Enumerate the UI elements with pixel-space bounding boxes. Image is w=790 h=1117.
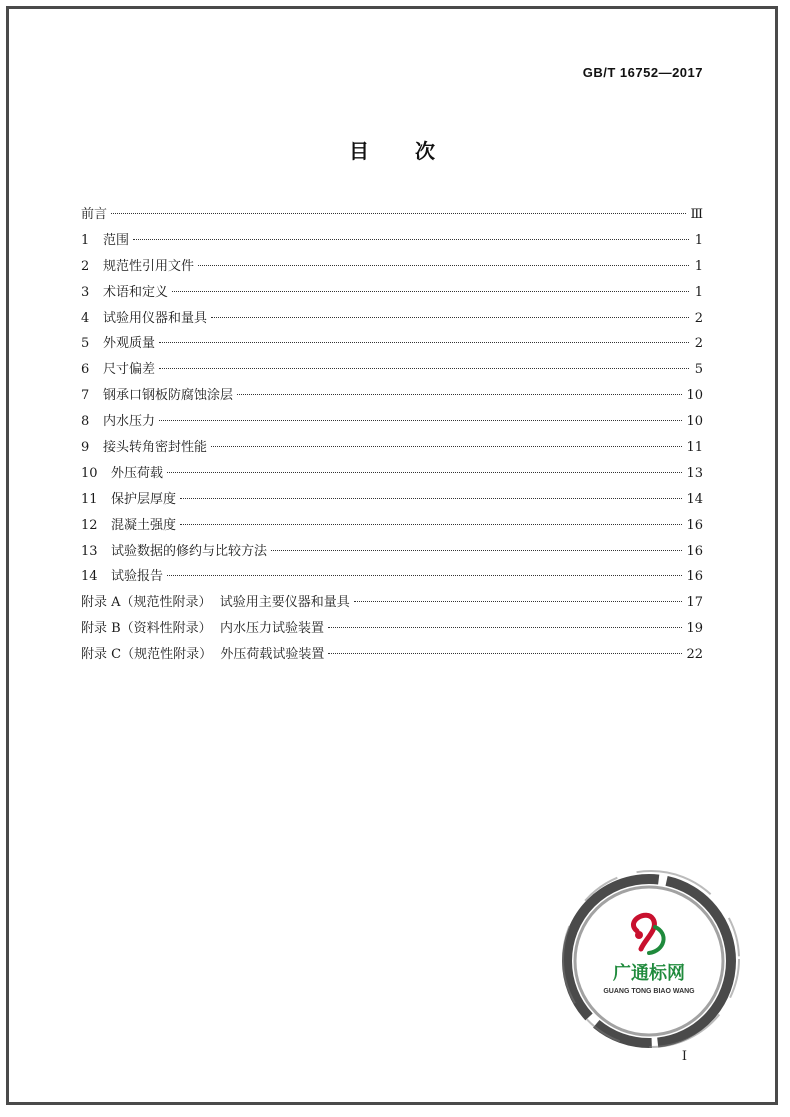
toc-leader-dots [271, 550, 682, 551]
toc-entry-page: 11 [686, 440, 703, 456]
toc-leader-dots [167, 472, 682, 473]
toc-entry[interactable] [81, 280, 703, 306]
toc-entry[interactable] [81, 228, 703, 254]
toc-entry-page: 1 [694, 232, 703, 248]
toc-entry-number: 9 [81, 440, 90, 456]
ink-circle-logo-icon [549, 861, 749, 1061]
watermark-name-cn: 广通标网 [613, 963, 685, 984]
toc-entry-number: 1 [81, 232, 90, 248]
toc-entry-label: 试验报告 [111, 569, 164, 585]
toc-leader-dots [211, 446, 682, 447]
toc-entry-page: 1 [694, 284, 703, 300]
toc-entry-number: 5 [81, 336, 90, 352]
toc-leader-dots [167, 575, 682, 576]
toc-leader-dots [159, 342, 689, 343]
standard-code: GB/T 16752—2017 [582, 65, 703, 80]
toc-entry-number: 7 [81, 388, 90, 404]
toc-leader-dots [159, 368, 689, 369]
toc-entry-number: 10 [81, 465, 98, 481]
toc-entry-page: 10 [686, 388, 703, 404]
toc-entry-number: 2 [81, 258, 90, 274]
toc-entry-number: 12 [81, 517, 98, 533]
toc-entry-number: 8 [81, 414, 90, 430]
toc-entry-page: 1 [694, 258, 703, 274]
page-frame [6, 6, 778, 1105]
toc-entry[interactable] [81, 357, 703, 383]
toc-entry-label: 外压荷载 [111, 465, 164, 481]
toc-entry-label: 内水压力 [103, 414, 156, 430]
toc-entry[interactable] [81, 590, 703, 616]
toc-leader-dots [354, 601, 683, 602]
toc-leader-dots [180, 524, 682, 525]
toc-leader-dots [180, 498, 682, 499]
toc-entry-label: 前言 [81, 207, 108, 222]
toc-entry[interactable] [81, 642, 703, 668]
toc-leader-dots [172, 291, 689, 292]
toc-entry-page: 22 [686, 647, 703, 663]
toc-entry-page: 5 [694, 362, 703, 378]
toc-entry-label: 外观质量 [103, 336, 156, 352]
toc-leader-dots [211, 317, 689, 318]
toc-title: 目次 [349, 139, 481, 163]
toc-entry-page: 2 [694, 310, 703, 326]
toc-entry-label: 规范性引用文件 [103, 258, 195, 274]
toc-leader-dots [328, 653, 682, 654]
toc-entry[interactable] [81, 409, 703, 435]
toc-entry[interactable] [81, 254, 703, 280]
toc-entry-page: 19 [686, 621, 703, 637]
toc-entry-page: 13 [686, 465, 703, 481]
toc-entry-number: 3 [81, 284, 90, 300]
toc-entry-page: 16 [686, 569, 703, 585]
toc-entry-page: 14 [686, 491, 703, 507]
toc-entry[interactable] [81, 383, 703, 409]
toc-entry-page: 2 [694, 336, 703, 352]
page-number: I [681, 1049, 687, 1064]
toc-entry-number: 6 [81, 362, 90, 378]
toc-entry-page: 16 [686, 543, 703, 559]
toc-entry-page: Ⅲ [690, 207, 703, 222]
toc-leader-dots [198, 265, 689, 266]
toc-entry-label: 附录 A（规范性附录） 试验用主要仪器和量具 [81, 595, 350, 611]
toc-entry-label: 范围 [103, 232, 130, 248]
toc-entry[interactable] [81, 461, 703, 487]
toc-entry-number: 4 [81, 310, 90, 326]
toc-entry-number: 14 [81, 569, 98, 585]
toc-entry-page: 10 [686, 414, 703, 430]
toc-entry-label: 试验用仪器和量具 [103, 310, 208, 326]
toc-entry[interactable] [81, 487, 703, 513]
toc-entry[interactable] [81, 513, 703, 539]
toc-entry[interactable] [81, 435, 703, 461]
toc-entry-label: 试验数据的修约与比较方法 [111, 543, 268, 559]
toc-entry[interactable] [81, 539, 703, 565]
toc-entry[interactable] [81, 202, 703, 228]
toc-leader-dots [237, 394, 682, 395]
toc-entry-label: 保护层厚度 [111, 491, 177, 507]
toc-entry-label: 尺寸偏差 [103, 362, 156, 378]
toc-entry[interactable] [81, 331, 703, 357]
toc-entry[interactable] [81, 616, 703, 642]
toc-entry-label: 接头转角密封性能 [103, 440, 208, 456]
toc-leader-dots [328, 627, 683, 628]
watermark-name-en: GUANG TONG BIAO WANG [603, 988, 695, 995]
toc-entry[interactable] [81, 564, 703, 590]
toc-entry-number: 13 [81, 543, 98, 559]
toc-entry[interactable] [81, 306, 703, 332]
watermark-seal [549, 861, 749, 1061]
toc-entry-label: 附录 B（资料性附录） 内水压力试验装置 [81, 621, 324, 637]
toc-entry-label: 钢承口钢板防腐蚀涂层 [103, 388, 234, 404]
toc-leader-dots [111, 213, 686, 214]
toc-entry-label: 术语和定义 [103, 284, 169, 300]
table-of-contents [81, 202, 703, 668]
toc-leader-dots [159, 420, 682, 421]
toc-entry-label: 混凝土强度 [111, 517, 177, 533]
toc-entry-label: 附录 C（规范性附录） 外压荷载试验装置 [81, 647, 325, 663]
toc-entry-page: 16 [686, 517, 703, 533]
toc-entry-number: 11 [81, 491, 98, 507]
toc-leader-dots [133, 239, 689, 240]
toc-entry-page: 17 [686, 595, 703, 611]
